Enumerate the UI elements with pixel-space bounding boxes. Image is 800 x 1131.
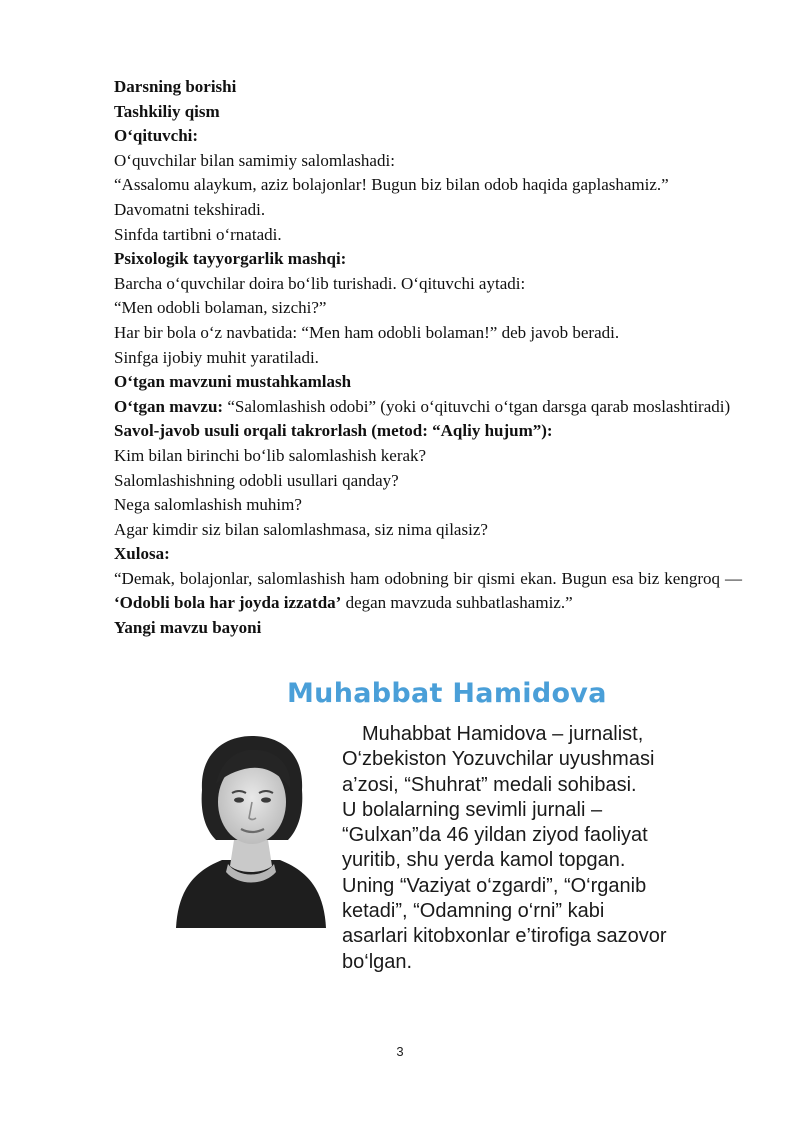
teacher-line: O‘quvchilar bilan samimiy salomlashadi: bbox=[114, 150, 395, 170]
conclusion-label: Xulosa: bbox=[114, 544, 170, 564]
qa-question: Agar kimdir siz bilan salomlashmasa, siz nima qilasiz? bbox=[114, 519, 488, 539]
author-portrait-image bbox=[172, 732, 330, 928]
heading-course: Darsning borishi bbox=[114, 77, 237, 96]
page-number: 3 bbox=[396, 1044, 404, 1059]
qa-question: Nega salomlashish muhim? bbox=[114, 495, 302, 515]
teacher-line: Sinfda tartibni o‘rnatadi. bbox=[114, 224, 282, 244]
bio-line: O‘zbekiston Yozuvchilar uyushmasi bbox=[342, 748, 655, 771]
conclusion-text-start: “Demak, bolajonlar, salomlashish ham odobning bir qismi ekan. Bugun esa biz kengroq — bbox=[114, 568, 742, 588]
lesson-body bbox=[114, 75, 742, 641]
teacher-greeting: “Assalomu alaykum, aziz bolajonlar! Bugun biz bilan odob haqida gaplashamiz.” bbox=[114, 175, 669, 195]
bio-line: “Gulxan”da 46 yildan ziyod faoliyat bbox=[342, 824, 648, 847]
bio-line: U bolalarning sevimli jurnali – bbox=[342, 798, 603, 821]
psych-line: “Men odobli bolaman, sizchi?” bbox=[114, 298, 327, 318]
qa-heading: Savol-javob usuli orqali takrorlash (metod: “Aqliy hujum”): bbox=[114, 421, 553, 441]
qa-question: Kim bilan birinchi bo‘lib salomlashish kerak? bbox=[114, 445, 427, 465]
author-name-title: Muhabbat Hamidova bbox=[287, 678, 607, 709]
conclusion-text-end: degan mavzuda suhbatlashamiz.” bbox=[341, 593, 573, 613]
teacher-label: O‘qituvchi: bbox=[114, 126, 199, 146]
conclusion-text bbox=[114, 567, 742, 616]
qa-question: Salomlashishning odobli usullari qanday? bbox=[114, 470, 399, 490]
bio-line: yuritib, shu yerda kamol topgan. bbox=[342, 849, 626, 872]
heading-organizational: Tashkiliy qism bbox=[114, 101, 220, 121]
bio-line: a’zosi, “Shuhrat” medali sohibasi. bbox=[342, 773, 637, 796]
conclusion-topic-title: ‘Odobli bola har joyda izzatda’ bbox=[114, 593, 342, 613]
bio-line: asarlari kitobxonlar e’tirofiga sazovor bbox=[342, 925, 667, 948]
review-topic-text: “Salomlashish odobi” (yoki o‘qituvchi o‘tgan darsga qarab moslashtiradi) bbox=[223, 396, 731, 416]
psych-line: Sinfga ijobiy muhit yaratiladi. bbox=[114, 347, 319, 367]
review-topic-label: O‘tgan mavzu: bbox=[114, 396, 224, 416]
teacher-line: Davomatni tekshiradi. bbox=[114, 199, 266, 219]
bio-line: ketadi”, “Odamning o‘rni” kabi bbox=[342, 900, 605, 923]
new-topic-heading: Yangi mavzu bayoni bbox=[114, 618, 262, 638]
bio-line: bo‘lgan. bbox=[342, 950, 413, 973]
author-bio-text bbox=[342, 722, 667, 975]
psych-line: Har bir bola o‘z navbatida: “Men ham odobli bolaman!” deb javob beradi. bbox=[114, 322, 620, 342]
author-bio-figure bbox=[0, 676, 800, 1006]
psych-line: Barcha o‘quvchilar doira bo‘lib turishadi. O‘qituvchi aytadi: bbox=[114, 273, 526, 293]
psych-label: Psixologik tayyorgarlik mashqi: bbox=[114, 249, 347, 269]
review-heading: O‘tgan mavzuni mustahkamlash bbox=[114, 372, 352, 392]
review-topic bbox=[114, 395, 742, 420]
bio-line: Uning “Vaziyat o‘zgardi”, “O‘rganib bbox=[342, 874, 647, 897]
bio-line: Muhabbat Hamidova – jurnalist, bbox=[362, 723, 644, 745]
